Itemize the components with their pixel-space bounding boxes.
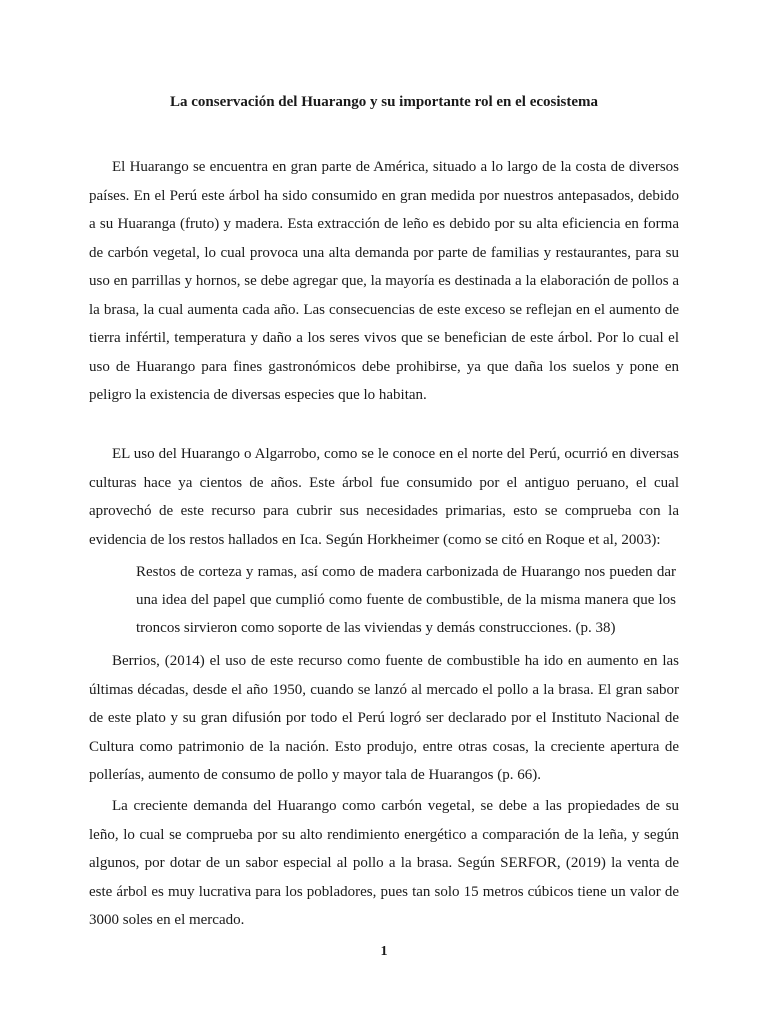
- paragraph-intro: El Huarango se encuentra en gran parte de América, situado a lo largo de la costa de diversos países. En el Perú este árbol ha sido consumido en gran medida por nuestros antepasados, debido a su Huaranga (fruto) y madera. Esta extracción de leño es debido por su alta eficiencia en forma de carbón vegetal, lo cual provoca una alta demanda por parte de familias y restaurantes, para su uso en parrillas y hornos, se debe agregar que, la mayoría es destinada a la elaboración de pollos a la brasa, la cual aumenta cada año. Las consecuencias de este exceso se reflejan en el aumento de tierra infértil, temperatura y daño a los seres vivos que se benefician de este árbol. Por lo cual el uso de Huarango para fines gastronómicos debe prohibirse, ya que daña los suelos y pone en peligro la existencia de diversas especies que lo habitan.: [89, 159, 679, 403]
- document-title: La conservación del Huarango y su importante rol en el ecosistema: [169, 94, 599, 110]
- page-number: 1: [380, 944, 388, 959]
- block-quote: Restos de corteza y ramas, así como de madera carbonizada de Huarango nos pueden dar una idea del papel que cumplió como fuente de combustible, de la misma manera que los troncos sirvieron como soporte de las viviendas y demás construcciones. (p. 38): [136, 564, 676, 636]
- paragraph-demand: La creciente demanda del Huarango como carbón vegetal, se debe a las propiedades de su leño, lo cual se comprueba por su alto rendimiento energético a comparación de la leña, y según algunos, por dotar de un sabor especial al pollo a la brasa. Según SERFOR, (2019) la venta de este árbol es muy lucrativa para los pobladores, pues tan solo 15 metros cúbicos tiene un valor de 3000 soles en el mercado.: [89, 798, 679, 928]
- paragraph-berrios: Berrios, (2014) el uso de este recurso como fuente de combustible ha ido en aumento en las últimas décadas, desde el año 1950, cuando se lanzó al mercado el pollo a la brasa. El gran sabor de este plato y su gran difusión por todo el Perú logró ser declarado por el Instituto Nacional de Cultura como patrimonio de la nación. Esto produjo, entre otras cosas, la creciente apertura de pollerías, aumento de consumo de pollo y mayor tala de Huarangos (p. 66).: [89, 653, 679, 783]
- paragraph-history: EL uso del Huarango o Algarrobo, como se le conoce en el norte del Perú, ocurrió en diversas culturas hace ya cientos de años. Este árbol fue consumido por el antiguo peruano, el cual aprovechó de este recurso para cubrir sus necesidades primarias, esto se comprueba con la evidencia de los restos hallados en Ica. Según Horkheimer (como se citó en Roque et al, 2003):: [89, 446, 679, 548]
